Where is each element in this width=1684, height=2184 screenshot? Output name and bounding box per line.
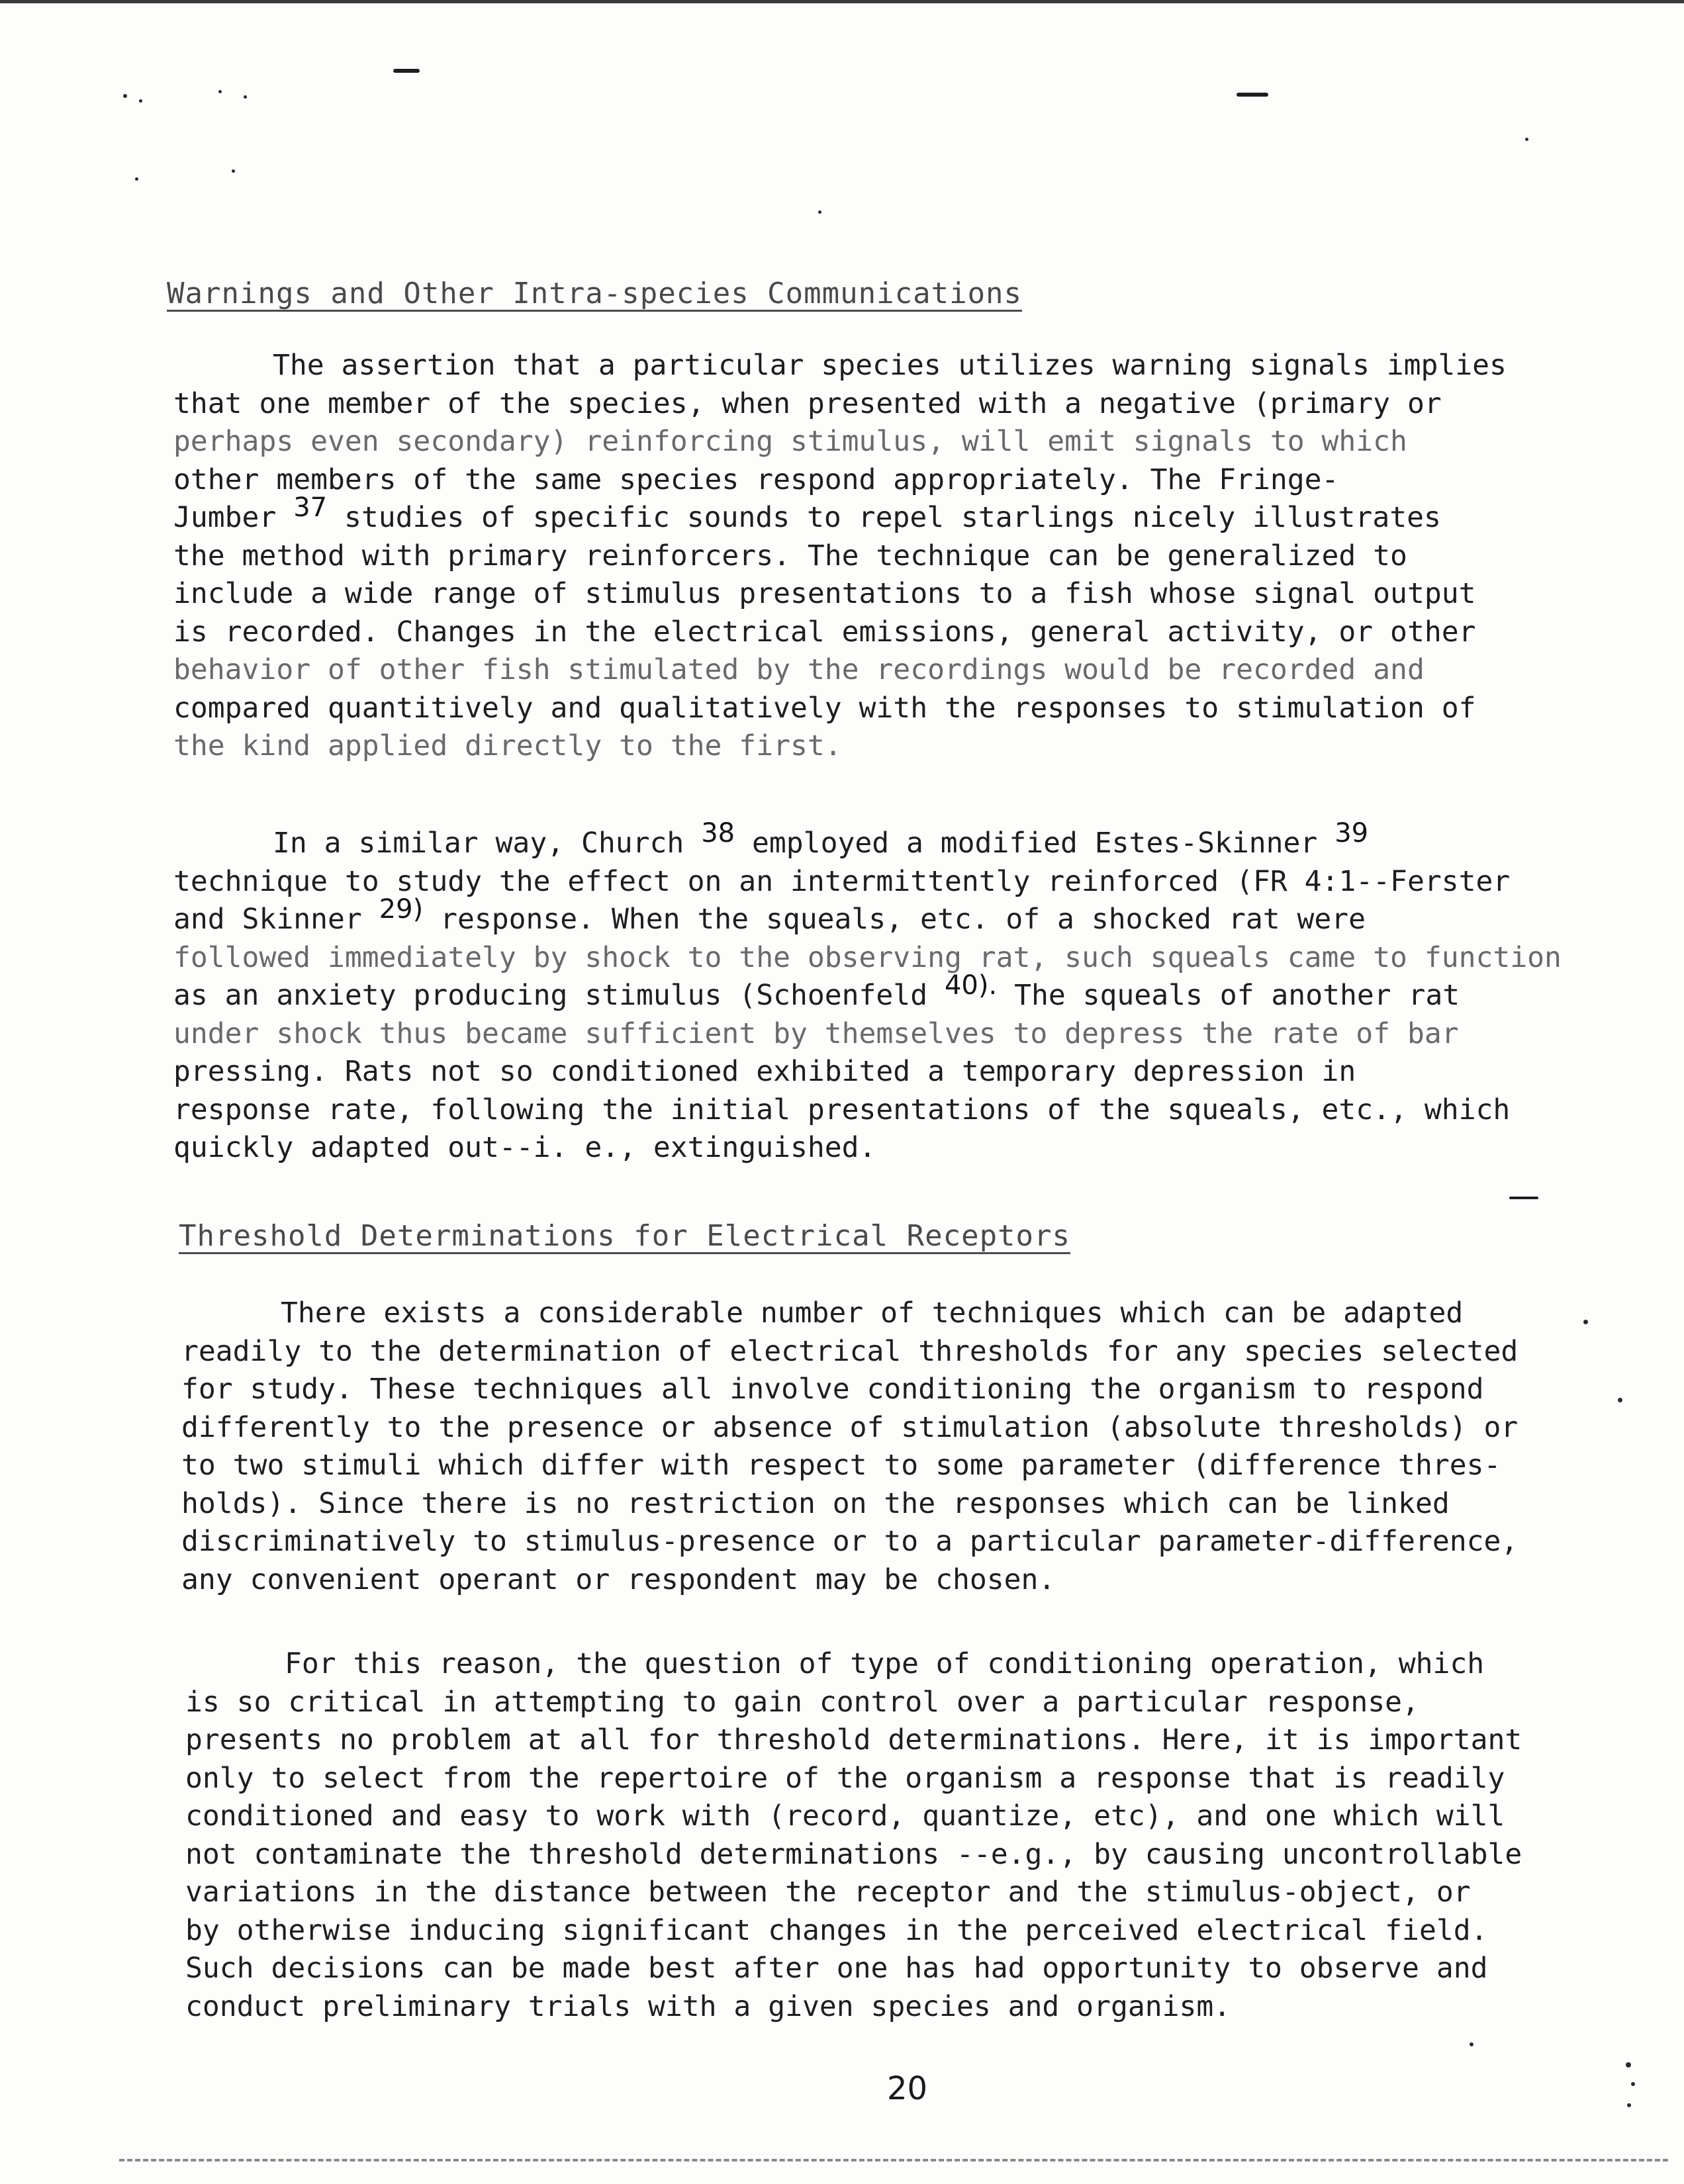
text-line: pressing. Rats not so conditioned exhibited a temporary depression in bbox=[173, 1055, 1356, 1088]
text-line: for study. These techniques all involve conditioning the organism to respond bbox=[181, 1373, 1484, 1406]
text-line: other members of the same species respond appropriately. The Fringe- bbox=[173, 463, 1339, 496]
section-heading-threshold: Threshold Determinations for Electrical Receptors bbox=[179, 1219, 1071, 1253]
text-line: holds). Since there is no restriction on the responses which can be linked bbox=[181, 1486, 1450, 1520]
text-line: For this reason, the question of type of conditioning operation, which bbox=[285, 1647, 1485, 1680]
top-edge-rule bbox=[0, 0, 1684, 3]
text-line: is so critical in attempting to gain control over a particular response, bbox=[185, 1685, 1419, 1719]
text-line: readily to the determination of electrical thresholds for any species selected bbox=[181, 1334, 1519, 1368]
text-line: presents no problem at all for threshold determinations. Here, it is important bbox=[185, 1723, 1522, 1756]
text-line: include a wide range of stimulus presentations to a fish whose signal output bbox=[173, 577, 1476, 610]
text-fragment: The squeals of another rat bbox=[997, 979, 1460, 1012]
text-line: only to select from the repertoire of the organism a response that is readily bbox=[185, 1761, 1505, 1795]
citation-superscript: 40). bbox=[944, 970, 998, 1001]
text-line: differently to the presence or absence of stimulation (absolute thresholds) or bbox=[181, 1410, 1519, 1444]
text-fragment: and Skinner bbox=[173, 903, 362, 936]
text-line: by otherwise inducing significant changes in the perceived electrical field. bbox=[185, 1913, 1488, 1947]
text-line: quickly adapted out--i. e., extinguished. bbox=[173, 1131, 876, 1164]
citation-superscript: 37 bbox=[293, 492, 328, 523]
scan-speck bbox=[232, 169, 235, 173]
page-number: 20 bbox=[887, 2070, 928, 2107]
text-line: technique to study the effect on an intermittently reinforced (FR 4:1--Ferster bbox=[173, 864, 1511, 898]
text-fragment: Jumber bbox=[173, 501, 277, 534]
section-heading-warnings: Warnings and Other Intra-species Communications bbox=[167, 277, 1023, 310]
citation-superscript: 39 bbox=[1334, 818, 1369, 848]
text-line: followed immediately by shock to the observing rat, such squeals came to function bbox=[173, 940, 1562, 974]
scan-mark bbox=[393, 69, 420, 73]
scan-speck bbox=[244, 95, 247, 99]
text-line: There exists a considerable number of techniques which can be adapted bbox=[281, 1297, 1464, 1330]
scan-speck bbox=[1470, 2042, 1474, 2046]
text-line bbox=[173, 894, 1562, 939]
text-line: not contaminate the threshold determinations --e.g., by causing uncontrollable bbox=[185, 1837, 1522, 1871]
text-fragment: response. When the squeals, etc. of a shocked rat were bbox=[423, 903, 1366, 936]
scan-speck bbox=[139, 99, 142, 103]
bottom-edge-rule bbox=[119, 2159, 1668, 2161]
paragraph-church-study bbox=[173, 818, 1562, 1167]
scan-speck bbox=[218, 90, 222, 93]
text-line: perhaps even secondary) reinforcing stimulus, will emit signals to which bbox=[173, 425, 1407, 458]
text-fragment: In a similar way, Church bbox=[273, 827, 684, 860]
scan-mark bbox=[1237, 93, 1268, 97]
scan-speck bbox=[1525, 138, 1528, 141]
text-line: the kind applied directly to the first. bbox=[173, 729, 842, 762]
scan-speck bbox=[135, 177, 138, 181]
citation-superscript: 38 bbox=[701, 818, 735, 848]
text-line: under shock thus became sufficient by themselves to depress the rate of bar bbox=[173, 1017, 1459, 1050]
paragraph-warning-signals bbox=[173, 347, 1507, 766]
text-fragment: employed a modified Estes-Skinner bbox=[735, 827, 1318, 860]
text-fragment: as an anxiety producing stimulus (Schoenfeld bbox=[173, 979, 928, 1012]
scan-speck bbox=[123, 94, 127, 98]
text-line: compared quantitively and qualitatively with the responses to stimulation of bbox=[173, 691, 1476, 725]
citation-superscript: 29) bbox=[379, 894, 424, 925]
text-line: The assertion that a particular species utilizes warning signals implies bbox=[273, 349, 1507, 382]
text-line: to two stimuli which differ with respect to some parameter (difference thres- bbox=[181, 1449, 1501, 1482]
scan-speck bbox=[1626, 2062, 1631, 2068]
scan-speck bbox=[818, 210, 821, 214]
text-line: discriminatively to stimulus-presence or to a particular parameter-difference, bbox=[181, 1525, 1519, 1558]
text-line: the method with primary reinforcers. The technique can be generalized to bbox=[173, 539, 1407, 572]
text-line: any convenient operant or respondent may be chosen. bbox=[181, 1563, 1056, 1596]
paragraph-threshold-techniques bbox=[181, 1295, 1518, 1599]
paragraph-conditioning-operation bbox=[185, 1645, 1522, 2026]
text-line bbox=[173, 970, 1562, 1015]
text-line: conduct preliminary trials with a given species and organism. bbox=[185, 1989, 1231, 2023]
scan-speck bbox=[1627, 2103, 1631, 2107]
text-line: is recorded. Changes in the electrical emissions, general activity, or other bbox=[173, 615, 1476, 649]
text-line: response rate, following the initial presentations of the squeals, etc., which bbox=[173, 1093, 1511, 1126]
text-line: conditioned and easy to work with (record, quantize, etc), and one which will bbox=[185, 1799, 1505, 1833]
text-line bbox=[173, 492, 1507, 537]
scan-speck bbox=[1631, 2082, 1635, 2086]
text-line: behavior of other fish stimulated by the recordings would be recorded and bbox=[173, 653, 1425, 686]
scan-speck bbox=[1583, 1320, 1588, 1324]
scan-mark bbox=[1509, 1197, 1538, 1199]
text-line: that one member of the species, when presented with a negative (primary or bbox=[173, 387, 1442, 420]
text-line bbox=[173, 818, 1562, 863]
text-line: Such decisions can be made best after one has had opportunity to observe and bbox=[185, 1952, 1488, 1985]
scan-speck bbox=[1618, 1398, 1622, 1402]
text-fragment: studies of specific sounds to repel starlings nicely illustrates bbox=[327, 501, 1441, 534]
text-line: variations in the distance between the receptor and the stimulus-object, or bbox=[185, 1876, 1471, 1909]
